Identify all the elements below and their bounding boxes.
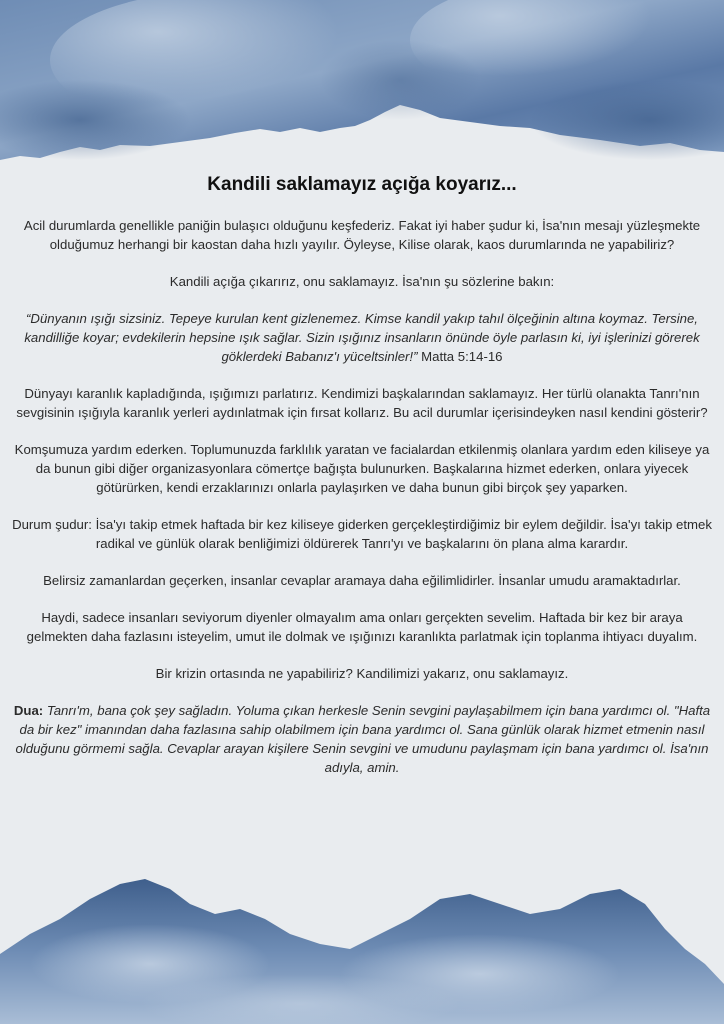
paragraph-darkness: Dünyayı karanlık kapladığında, ışığımızı parlatırız. Kendimizi başkalarından saklamayız. Her türlü olanakta Tanrı'nın sevgisinin ışığıyla karanlık yerleri aydınlatmak için fırsat kollarız. Bu acil durumlar içerisindeyken nasıl kendini gösterir? [16,386,708,420]
paragraph-lamp: Kandili açığa çıkarırız, onu saklamayız. İsa'nın şu sözlerine bakın: [169,274,555,289]
paragraph-neighbor: Komşumuza yardım ederken. Toplumunuzda farklılık yaratan ve facialardan etkilenmiş olanlara yardım eden kiliseye ya da bunun gibi diğer organizasyonlara cömertçe bağışta bulunurken. Başkalarına hizmet ederken, onlara yiyecek götürürken, kendi erzaklarınızı onlarla paylaşırken ve daha bunun gibi birçok şey yaparken. [14,442,710,495]
quote-text: “Dünyanın ışığı sizsiniz. Tepeye kurulan kent gizlenemez. Kimse kandil yakıp tahıl ölçeğinin altına koymaz. Tersine, kandilliğe koyar; evdekilerin hepsine ışık sağlar. Sizin ışığınız insanların önünde öyle parlasın ki, iyi işlerinizi görerek göklerdeki Babanız'ı yüceltsinler!” [24,311,700,364]
page-title: Kandili saklamayız açığa koyarız... [207,174,517,195]
prayer-label: Dua: [13,703,44,718]
paragraph-crisis: Bir krizin ortasında ne yapabiliriz? Kandilimizi yakarız, onu saklamayız. [155,666,569,681]
scripture-quote [12,309,712,366]
prayer-text: Tanrı'm, bana çok şey sağladın. Yoluma çıkan herkesle Senin sevgini paylaşabilmem için bana yardımcı ol. "Hafta da bir kez" imanından daha fazlasına sahip olabilmem için bana yardımcı ol. Sana günlük olarak hizmet etmenin nasıl olduğunu görmemi sağla. Cevaplar arayan kişilere Senin sevgini ve umudunu paylaşmam için bana yardımcı ol. İsa'nın adıyla, amin. [15,703,711,775]
bottom-watercolor-mountains [0,864,724,1024]
paragraph-love: Haydi, sadece insanları seviyorum diyenler olmayalım ama onları gerçekten sevelim. Haftada bir kez bir araya gelmekten daha fazlasını isteyelim, umut ile dolmak ve ışığınızı karanlıkta parlatmak için toplanma ihtiyacı duyalım. [26,610,698,644]
article [12,172,712,795]
top-watercolor-decoration [0,0,724,170]
paragraph-situation: Durum şudur: İsa'yı takip etmek haftada bir kez kiliseye giderken gerçekleştirdiğimiz bir eylem değildir. İsa'yı takip etmek radikal ve günlük olarak benliğimizi öldürerek Tanrı'yı ve başkalarını ön plana alma karardır. [12,517,712,551]
quote-reference: Matta 5:14-16 [417,349,503,364]
prayer [12,701,712,777]
paragraph-intro: Acil durumlarda genellikle paniğin bulaşıcı olduğunu keşfederiz. Fakat iyi haber şudur ki, İsa'nın mesajı yüzleşmekte olduğumuz herhangi bir kaostan daha hızlı yayılır. Öyleyse, Kilise olarak, kaos durumlarında ne yapabiliriz? [23,218,701,252]
paragraph-uncertain: Belirsiz zamanlardan geçerken, insanlar cevaplar aramaya daha eğilimlidirler. İnsanlar umudu aramaktadırlar. [43,573,681,588]
